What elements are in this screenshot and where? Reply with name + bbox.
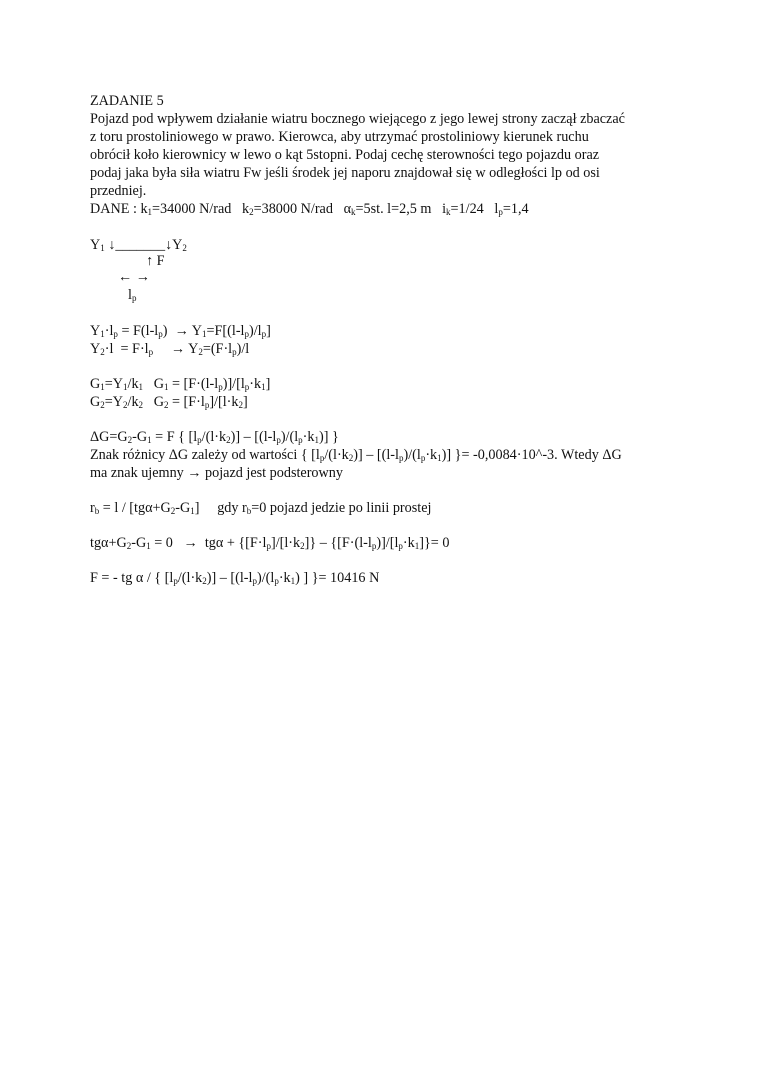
equation-y2: $Y_2\cdot l = F\cdot l_p$ → $Y_2=(F\cdot l_p)/l$	[90, 341, 250, 357]
sketch-distance-label: $l_p$	[128, 287, 137, 303]
task-text-line-4: podaj jaka była siła wiatru Fw jeśli środek jej naporu znajdował się w odległości lp od osi	[90, 165, 600, 181]
task-title: ZADANIE 5	[90, 93, 164, 109]
equation-g2: $G_2=Y_2/k_2$ $G_2 = [F\cdot l_p]/[l\cdot k_2]$	[90, 394, 248, 410]
equation-force-result: F = - tg α / { $[l_p/(l\cdot k_2)] - [(l-l_p)/(l_p\cdot k_1)$ ] }= 10416 N	[90, 570, 380, 586]
equation-y1: $Y_1\cdot l_p = F(l-l_p) \to Y_1=F[(l-l_p)/l_p]$	[90, 323, 271, 339]
sketch-distance-arrows: ← →	[118, 269, 150, 285]
equation-delta-g: $\Delta G=G_2-G_1 = F$ { $[l_p/(l\cdot k_2)] - [(l-l_p)/(l_p\cdot k_1)]$ }	[90, 429, 339, 445]
task-text-line-5: przedniej.	[90, 183, 147, 199]
delta-conclusion: ma znak ujemny → pojazd jest podsterowny	[90, 465, 343, 481]
equation-g1: $G_1=Y_1/k_1$ $G_1 = [F\cdot(l-l_p)]/[l_p\cdot k_1]$	[90, 376, 271, 392]
given-data: DANE : $k_1=34000$ N/rad $k_2=38000$ N/rad $\alpha_k=5st$. l=2,5 m $i_k=1/24$ $l_p=1,4$	[90, 201, 529, 217]
equation-rb: $r_b = l / [tg\alpha+G_2-G_1]$ gdy $r_b=0$ pojazd jedzie po linii prostej	[90, 500, 432, 516]
sketch-forces-row: $Y_1$ $↓\_\_\_\_\_\_\_↓Y_2$	[90, 237, 187, 253]
delta-sign-explanation: Znak różnicy ΔG zależy od wartości { $[l_p/(l\cdot k_2)] - [(l-l_p)/(l_p\cdot k_1)]$ }= -0,0084·10^-3. Wtedy ΔG	[90, 447, 622, 463]
equation-tg: $tg\alpha+G_2-G_1 = 0 \to tg\alpha + \{[F\cdot l_p]/[l\cdot k_2]\} - \{[F\cdot(l-l_p)]/[l_p\cdot k_1]\}= 0$	[90, 535, 450, 551]
sketch-force-f: ↑ F	[146, 253, 165, 269]
task-text-line-1: Pojazd pod wpływem działanie wiatru bocznego wiejącego z jego lewej strony zaczął zbaczać	[90, 111, 625, 127]
task-text-line-2: z toru prostoliniowego w prawo. Kierowca, aby utrzymać prostoliniowy kierunek ruchu	[90, 129, 589, 145]
task-text-line-3: obrócił koło kierownicy w lewo o kąt 5stopni. Podaj cechę sterowności tego pojazdu oraz	[90, 147, 600, 163]
